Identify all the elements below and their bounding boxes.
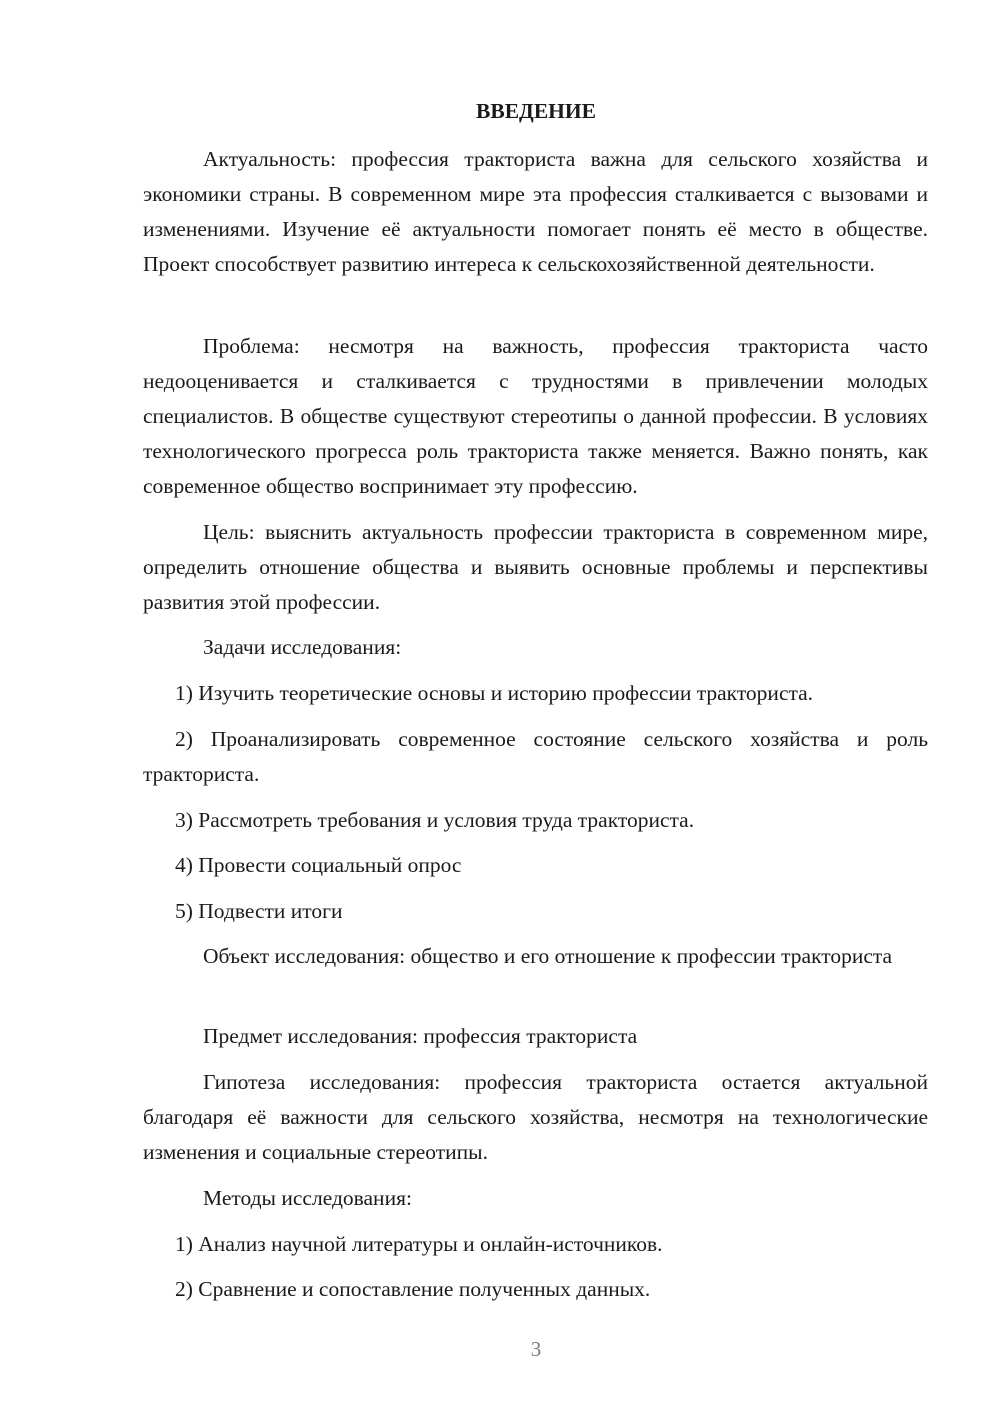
- task-item: 2) Проанализировать современное состояние сельского хозяйства и роль тракториста.: [143, 727, 928, 786]
- subject-paragraph: Предмет исследования: профессия тракториста: [203, 1024, 638, 1048]
- relevance-paragraph: Актуальность: профессия тракториста важна для сельского хозяйства и экономики страны. В современном мире эта профессия сталкивается с вызовами и изменениями. Изучение её актуальности помогает понять её место в обществе. Проект способствует развитию интереса к сельскохозяйственной деятельности.: [143, 147, 928, 276]
- problem-paragraph: Проблема: несмотря на важность, профессия тракториста часто недооценивается и сталкивается с трудностями в привлечении молодых специалистов. В обществе существуют стереотипы о данной профессии. В условиях технологического прогресса роль тракториста также меняется. Важно понять, как современное общество воспринимает эту профессию.: [143, 334, 928, 498]
- task-item: 4) Провести социальный опрос: [175, 853, 462, 877]
- tasks-title: Задачи исследования:: [203, 635, 402, 659]
- object-paragraph: Объект исследования: общество и его отношение к профессии тракториста: [203, 944, 893, 968]
- hypothesis-paragraph: Гипотеза исследования: профессия тракториста остается актуальной благодаря её важности для сельского хозяйства, несмотря на технологические изменения и социальные стереотипы.: [143, 1070, 928, 1164]
- task-item: 1) Изучить теоретические основы и историю профессии тракториста.: [175, 681, 814, 705]
- method-item: 1) Анализ научной литературы и онлайн-источников.: [175, 1232, 663, 1256]
- page-number: 3: [530, 1337, 542, 1361]
- methods-title: Методы исследования:: [203, 1186, 412, 1210]
- section-heading: ВВЕДЕНИЕ: [476, 99, 596, 123]
- method-item: 2) Сравнение и сопоставление полученных данных.: [175, 1277, 651, 1301]
- task-item: 3) Рассмотреть требования и условия труда тракториста.: [175, 808, 695, 832]
- task-item: 5) Подвести итоги: [175, 899, 343, 923]
- goal-paragraph: Цель: выяснить актуальность профессии тракториста в современном мире, определить отношение общества и выявить основные проблемы и перспективы развития этой профессии.: [143, 520, 928, 614]
